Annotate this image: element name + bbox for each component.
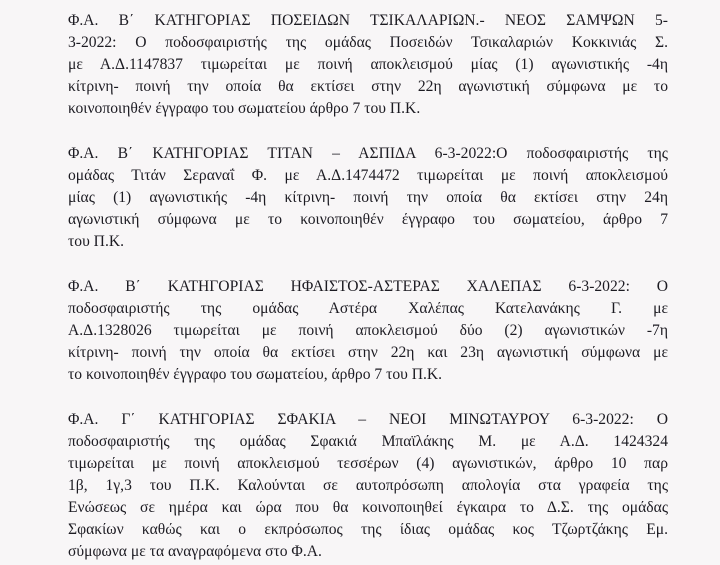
text-line: σύμφωνα με τα αναγραφόμενα στο Φ.Α. [68, 543, 322, 560]
text-line: Ενώσεως σε ημέρα και ώρα που θα κοινοποιηθεί έγκαιρα το Δ.Σ. της ομάδας [68, 499, 668, 516]
text-line: Α.Δ.1328026 τιμωρείται με ποινή αποκλεισμού δύο (2) αγωνιστικών -7η [68, 322, 668, 339]
text-line: του Π.Κ. [68, 233, 125, 250]
text-line: 3-2022: Ο ποδοσφαιριστής της ομάδας Ποσειδών Τσικαλαριών Κοκκινιάς Σ. [68, 34, 668, 51]
text-line: αγωνιστική σύμφωνα με το κοινοποιηθέν έγγραφο του σωματείου, άρθρο 7 [68, 211, 668, 228]
text-line: κίτρινη- ποινή την οποία θα εκτίσει στην 22η αγωνιστική σύμφωνα με το [68, 78, 668, 95]
text-line: κοινοποιηθέν έγγραφο του σωματείου άρθρο 7 του Π.Κ. [68, 100, 421, 117]
text-line: με Α.Δ.1147837 τιμωρείται με ποινή αποκλεισμού μίας (1) αγωνιστικής -4η [68, 56, 668, 73]
paragraph-ifaistos-asteras-chalepas [68, 276, 668, 386]
paragraph-titan-aspida [68, 143, 668, 253]
text-line: Φ.Α. Β΄ ΚΑΤΗΓΟΡΙΑΣ ΠΟΣΕΙΔΩΝ ΤΣΙΚΑΛΑΡΙΩΝ.- ΝΕΟΣ ΣΑΜΨΩΝ 5- [68, 12, 668, 29]
text-line: κίτρινη- ποινή την οποία θα εκτίσει στην 22η και 23η αγωνιστική σύμφωνα με [68, 344, 668, 361]
text-line: Φ.Α. Β΄ ΚΑΤΗΓΟΡΙΑΣ ΤΙΤΑΝ – ΑΣΠΙΔΑ 6-3-2022:Ο ποδοσφαιριστής της [68, 145, 668, 162]
text-line: Φ.Α. Β΄ ΚΑΤΗΓΟΡΙΑΣ ΗΦΑΙΣΤΟΣ-ΑΣΤΕΡΑΣ ΧΑΛΕΠΑΣ 6-3-2022: Ο [68, 278, 668, 295]
text-line: 1β, 1γ,3 του Π.Κ. Καλούνται σε αυτοπρόσωπη απολογία στα γραφεία της [68, 477, 668, 494]
paragraph-poseidon-neos-sampson [68, 10, 668, 120]
text-line: ποδοσφαιριστής της ομάδας Αστέρα Χαλέπας Κατελανάκης Γ. με [68, 300, 668, 317]
text-line: το κοινοποιηθέν έγγραφο του σωματείου, άρθρο 7 του Π.Κ. [68, 366, 443, 383]
text-line: ποδοσφαιριστής της ομάδας Σφακιά Μπαϊλάκης Μ. με Α.Δ. 1424324 [68, 433, 668, 450]
text-line: ομάδας Τιτάν Σεραναΐ Φ. με Α.Δ.1474472 τιμωρείται με ποινή αποκλεισμού [68, 167, 668, 184]
text-line: Σφακίων καθώς και ο εκπρόσωπος της ίδιας ομάδας κος Τζωρτζάκης Εμ. [68, 521, 668, 538]
paragraph-sfakia-neoi-minotavrou [68, 409, 668, 563]
text-line: Φ.Α. Γ΄ ΚΑΤΗΓΟΡΙΑΣ ΣΦΑΚΙΑ – ΝΕΟΙ ΜΙΝΩΤΑΥΡΟΥ 6-3-2022: Ο [68, 411, 668, 428]
text-line: μίας (1) αγωνιστικής -4η κίτρινη- ποινή την οποία θα εκτίσει στην 24η [68, 189, 668, 206]
text-line: τιμωρείται με ποινή αποκλεισμού τεσσέρων (4) αγωνιστικών, άρθρο 10 παρ [68, 455, 668, 472]
